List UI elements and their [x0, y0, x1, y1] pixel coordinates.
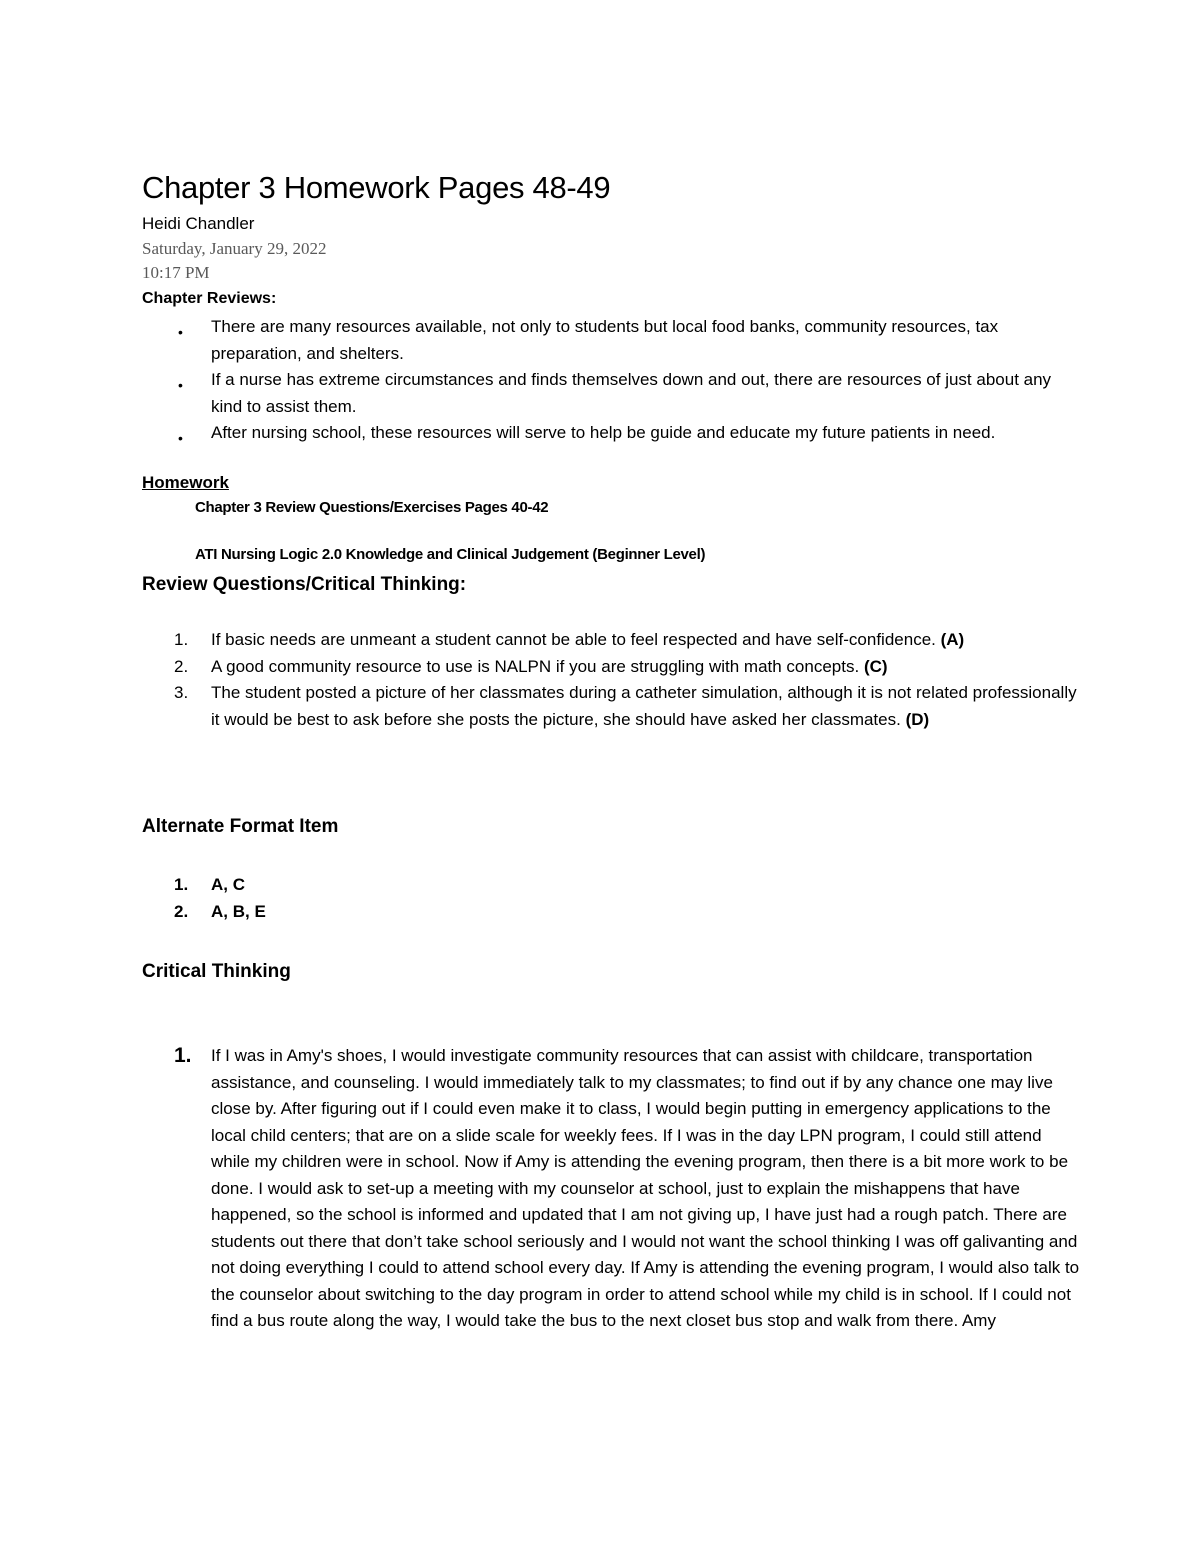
list-item-text: After nursing school, these resources will serve to help be guide and educate my future patients in need. — [211, 423, 996, 442]
answer-choice: (C) — [863, 656, 888, 676]
bullet-icon: • — [178, 430, 183, 446]
list-item-text: If a nurse has extreme circumstances and finds themselves down and out, there are resources of just about any kind to assist them. — [211, 370, 1052, 416]
homework-item-review-questions: Chapter 3 Review Questions/Exercises Pages 40-42 — [195, 499, 549, 516]
author-name: Heidi Chandler — [142, 214, 255, 233]
chapter-reviews-heading: Chapter Reviews: — [142, 290, 277, 307]
item-number: 3. — [174, 683, 189, 702]
list-item-text: If I was in Amy's shoes, I would investigate community resources that can assist with childcare, transportation assistance, and counseling. I would immediately talk to my classmates; to find out if by any chance one may live close by. After figuring out if I could even make it to class, I would begin putting in emergency applications to the local child centers; that are on a slide scale for weekly fees. If I was in the day LPN program, I could still attend while my children were in school. Now if Amy is attending the evening program, then there is a bit more work to be done. I would ask to set-up a meeting with my counselor at school, just to explain the mishappens that have happened, so the school is informed and updated that I am not giving up, I have just had a rough patch. There are students out there that don’t take school seriously and I would not want the school thinking I was off galivanting and not doing everything I could to attend school every day. If Amy is attending the evening program, I would also talk to the counselor about switching to the day program in order to attend school while my child is in school. If I could not find a bus route along the way, I would take the bus to the next closet bus stop and walk from there. Amy — [211, 1046, 1080, 1330]
list-item-text: A, C — [211, 875, 245, 894]
note-date: Saturday, January 29, 2022 — [142, 239, 327, 258]
list-item — [142, 872, 1082, 899]
list-item — [142, 654, 1082, 681]
list-item-text: A, B, E — [211, 901, 266, 921]
homework-link[interactable]: Homework — [142, 473, 229, 492]
chapter-reviews-list — [142, 314, 1082, 447]
critical-thinking-heading: Critical Thinking — [142, 961, 291, 982]
bullet-icon: • — [178, 324, 183, 340]
list-item — [142, 420, 1082, 447]
item-number: 2. — [174, 656, 189, 676]
answer-choice: (A) — [940, 630, 965, 649]
review-questions-list — [142, 627, 1082, 733]
list-item — [142, 1043, 1082, 1335]
list-item — [142, 314, 1082, 367]
homework-item-ati-nursing-logic: ATI Nursing Logic 2.0 Knowledge and Clinical Judgement (Beginner Level) — [195, 546, 706, 563]
page-title: Chapter 3 Homework Pages 48-49 — [142, 170, 611, 205]
list-item — [142, 367, 1082, 420]
alternate-format-list — [142, 872, 1082, 925]
note-time: 10:17 PM — [142, 263, 210, 282]
review-questions-heading: Review Questions/Critical Thinking: — [142, 574, 467, 595]
list-item-text: The student posted a picture of her classmates during a catheter simulation, although it is not related professionally it would be best to ask before she posts the picture, she should have asked her classmates. — [211, 683, 1077, 729]
answer-choice: (D) — [905, 709, 930, 729]
list-item-text: If basic needs are unmeant a student cannot be able to feel respected and have self-confidence. — [211, 630, 941, 649]
list-item — [142, 680, 1082, 733]
list-item — [142, 899, 1082, 926]
item-number: 1. — [174, 1044, 192, 1067]
item-number: 1. — [174, 630, 189, 649]
list-item — [142, 627, 1082, 654]
list-item-text: A good community resource to use is NALPN if you are struggling with math concepts. — [211, 656, 864, 676]
item-number: 1. — [174, 875, 189, 894]
alternate-format-heading: Alternate Format Item — [142, 816, 339, 837]
item-number: 2. — [174, 901, 189, 921]
list-item-text: There are many resources available, not only to students but local food banks, community resources, tax preparation, and shelters. — [211, 317, 999, 363]
bullet-icon: • — [178, 377, 183, 393]
critical-thinking-list — [142, 1043, 1082, 1335]
